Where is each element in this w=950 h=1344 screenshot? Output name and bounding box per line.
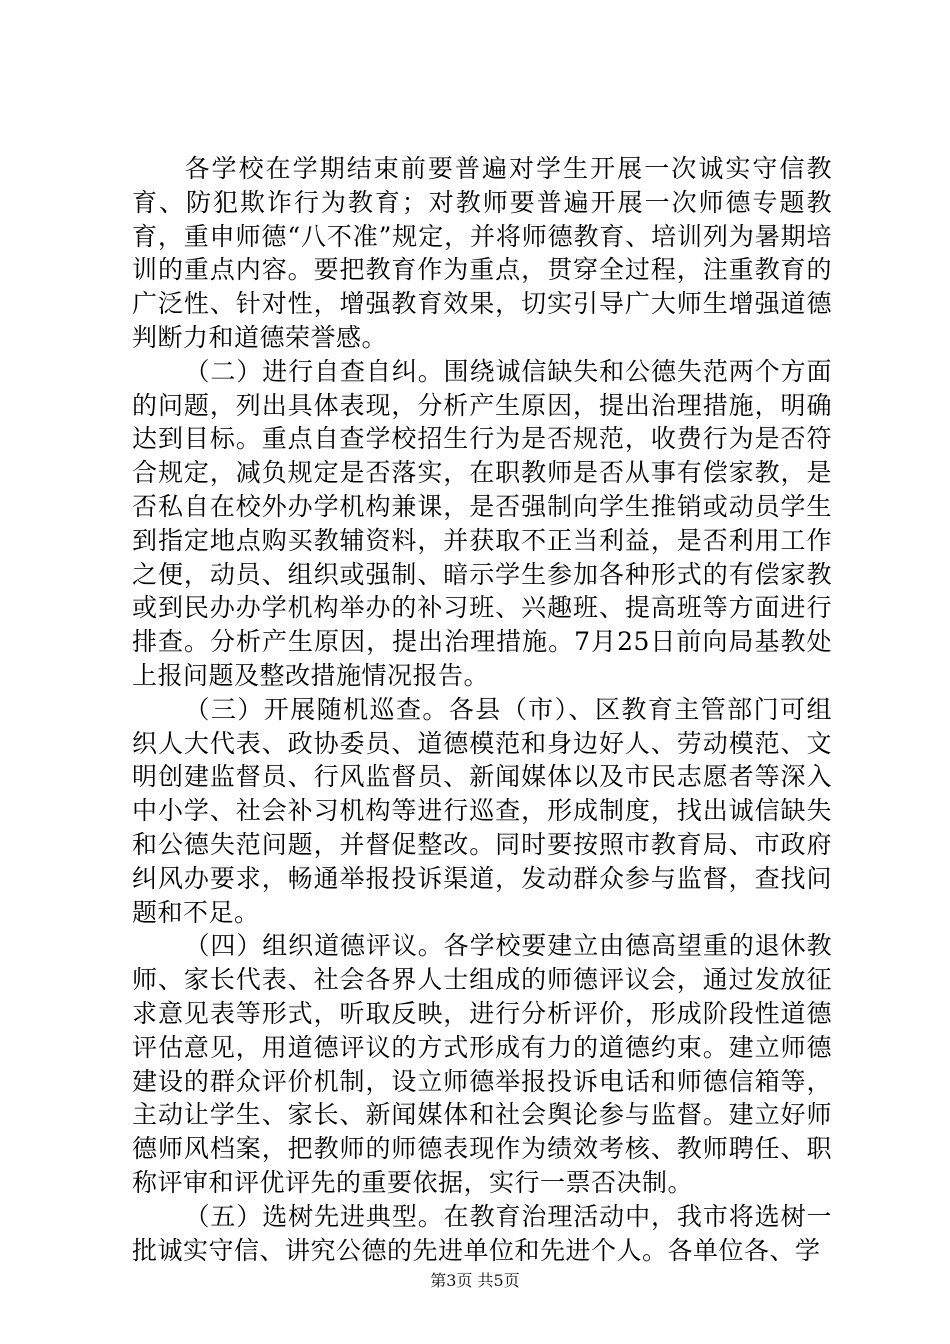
paragraph-advanced-models: （五）选树先进典型。在教育治理活动中，我市将选树一批诚实守信、讲究公德的先进单位和先进个人。各单位各、学 (132, 1201, 832, 1265)
page-number-footer: 第3页 共5页 (430, 1271, 520, 1290)
document-body (132, 152, 832, 1267)
paragraph-self-inspection: （二）进行自查自纠。围绕诚信缺失和公德失范两个方面的问题，列出具体表现，分析产生原因，提出治理措施，明确达到目标。重点自查学校招生行为是否规范，收费行为是否符合规定，减负规定是否落实，在职教师是否从事有偿家教，是否私自在校外办学机构兼课，是否强制向学生推销或动员学生到指定地点购买教辅资料，并获取不正当利益，是否利用工作之便，动员、组织或强制、暗示学生参加各种形式的有偿家教或到民办办学机构举办的补习班、兴趣班、提高班等方面进行排查。分析产生原因，提出治理措施。7月25日前向局基教处上报问题及整改措施情况报告。 (132, 356, 832, 690)
paragraph-moral-evaluation: （四）组织道德评议。各学校要建立由德高望重的退休教师、家长代表、社会各界人士组成的师德评议会，通过发放征求意见表等形式，听取反映，进行分析评价，形成阶段性道德评估意见，用道德评议的方式形成有力的道德约束。建立师德建设的群众评价机制，设立师德举报投诉电话和师德信箱等，主动让学生、家长、新闻媒体和社会舆论参与监督。建立好师德师风档案，把教师的师德表现作为绩效考核、教师聘任、职称评审和评优评先的重要依据，实行一票否决制。 (132, 931, 832, 1197)
paragraph-intro: 各学校在学期结束前要普遍对学生开展一次诚实守信教育、防犯欺诈行为教育；对教师要普遍开展一次师德专题教育，重申师德“八不准”规定，并将师德教育、培训列为暑期培训的重点内容。要把教育作为重点，贯穿全过程，注重教育的广泛性、针对性，增强教育效果，切实引导广大师生增强道德判断力和道德荣誉感。 (132, 154, 832, 352)
paragraph-random-inspection: （三）开展随机巡查。各县（市）、区教育主管部门可组织人大代表、政协委员、道德模范和身边好人、劳动模范、文明创建监督员、行风监督员、新闻媒体以及市民志愿者等深入中小学、社会补习机构等进行巡查，形成制度，找出诚信缺失和公德失范问题，并督促整改。同时要按照市教育局、市政府纠风办要求，畅通举报投诉渠道，发动群众参与监督，查找问题和不足。 (132, 694, 832, 927)
